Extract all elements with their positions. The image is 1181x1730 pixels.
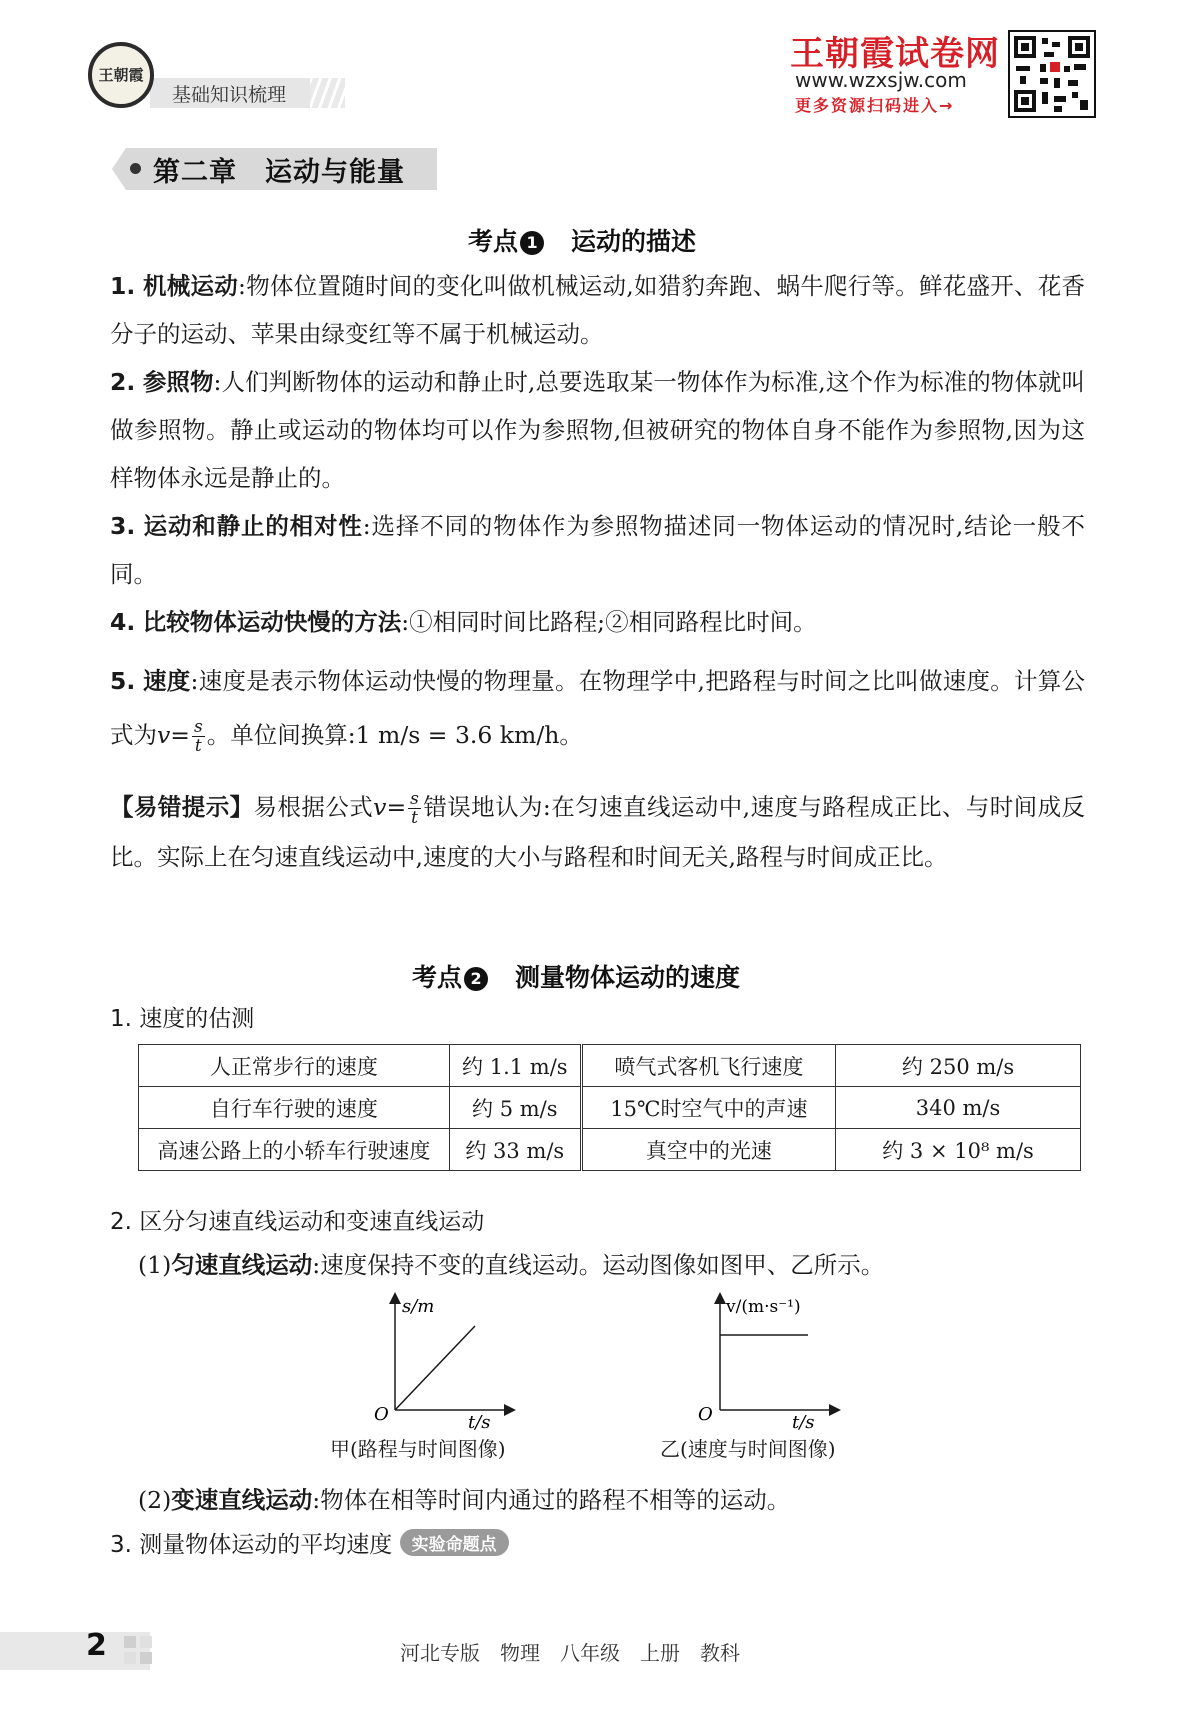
page-number: 2 bbox=[86, 1628, 107, 1663]
item-number: 3. bbox=[110, 512, 136, 540]
sub-text: :速度保持不变的直线运动。运动图像如图甲、乙所示。 bbox=[312, 1251, 885, 1279]
section-label: 基础知识梳理 bbox=[172, 84, 287, 106]
item-heading: 比较物体运动快慢的方法 bbox=[142, 608, 402, 636]
y-axis-label: s/m bbox=[402, 1296, 435, 1317]
error-tip bbox=[110, 782, 1085, 882]
tip-text: 易根据公式 bbox=[253, 793, 374, 821]
graph-velocity-time bbox=[690, 1290, 890, 1430]
item-heading: 3. 测量物体运动的平均速度 bbox=[110, 1532, 393, 1558]
variable-motion-line bbox=[138, 1481, 790, 1515]
topic-title: 运动的描述 bbox=[571, 227, 697, 256]
topic-number-badge: 1 bbox=[520, 231, 544, 255]
x-axis-label: t/s bbox=[792, 1412, 815, 1430]
table-cell: 人正常步行的速度 bbox=[139, 1045, 450, 1087]
item-text: :人们判断物体的运动和静止时,总要选取某一物体作为标准,这个作为标准的物体就叫做参照物。静止或运动的物体均可以作为参照物,但被研究的物体自身不能作为参照物,因为这样物体永远是静止的。 bbox=[110, 368, 1086, 492]
table-row bbox=[139, 1087, 1081, 1129]
formula-denominator: t bbox=[411, 808, 418, 828]
formula-variable: v bbox=[157, 721, 171, 749]
topic-number-badge: 2 bbox=[464, 967, 488, 991]
item-text: :物体位置随时间的变化叫做机械运动,如猎豹奔跑、蜗牛爬行等。鲜花盛开、花香分子的运动、苹果由绿变红等不属于机械运动。 bbox=[110, 272, 1085, 348]
item-text: :选择不同的物体作为参照物描述同一物体运动的情况时,结论一般不同。 bbox=[110, 512, 1086, 588]
table-row bbox=[139, 1045, 1081, 1087]
brand-title: 王朝霞试卷网 bbox=[790, 34, 1000, 74]
formula-numerator: s bbox=[410, 789, 419, 809]
topic-label: 考点 bbox=[412, 963, 463, 992]
qr-code-icon[interactable] bbox=[1008, 30, 1096, 118]
formula-equals: = bbox=[170, 721, 190, 749]
topic-1-item-5 bbox=[110, 654, 1085, 762]
topic-2-item-3 bbox=[110, 1526, 509, 1559]
item-heading: 机械运动 bbox=[143, 272, 239, 300]
topic-1-item-3 bbox=[110, 502, 1085, 598]
sub-heading: 变速直线运动 bbox=[171, 1486, 313, 1514]
graph-a-caption: 甲(路程与时间图像) bbox=[330, 1437, 506, 1461]
item-number: 2. bbox=[110, 368, 136, 396]
graph-b-caption: 乙(速度与时间图像) bbox=[660, 1437, 836, 1461]
item-number: 5. bbox=[110, 667, 136, 695]
table-cell: 340 m/s bbox=[836, 1087, 1081, 1129]
topic-1-item-1 bbox=[110, 262, 1085, 358]
item-number: 1. bbox=[110, 272, 136, 300]
table-cell: 自行车行驶的速度 bbox=[139, 1087, 450, 1129]
speed-estimate-table bbox=[138, 1044, 1081, 1171]
item-heading: 运动和静止的相对性 bbox=[143, 512, 363, 540]
sub-heading: 匀速直线运动 bbox=[171, 1251, 313, 1279]
item-heading: 参照物 bbox=[142, 368, 214, 396]
table-cell: 15℃时空气中的声速 bbox=[581, 1087, 835, 1129]
table-cell: 高速公路上的小轿车行驶速度 bbox=[139, 1129, 450, 1171]
logo bbox=[88, 42, 154, 108]
formula-variable: v bbox=[373, 793, 387, 821]
topic-label: 考点 bbox=[468, 227, 519, 256]
topic-1-heading bbox=[468, 222, 696, 258]
table-cell: 喷气式客机飞行速度 bbox=[581, 1045, 835, 1087]
footer-deco-icon bbox=[124, 1636, 152, 1664]
item-number: 4. bbox=[110, 608, 136, 636]
tip-text-cont: 错误地认为:在匀速直线运动中,速度与路程成正比、与时间成反比。实际上在匀速直线运动中,速度的大小与路程和时间无关,路程与时间成正比。 bbox=[110, 793, 1086, 871]
experiment-tag-badge: 实验命题点 bbox=[400, 1529, 509, 1556]
origin-label: O bbox=[374, 1404, 389, 1425]
logo-text: 王朝霞 bbox=[98, 66, 144, 84]
item-text: :①相同时间比路程;②相同路程比时间。 bbox=[401, 608, 817, 636]
formula-equals: = bbox=[386, 793, 407, 821]
y-axis-label: v/(m·s⁻¹) bbox=[726, 1297, 801, 1317]
uniform-motion-line bbox=[138, 1246, 884, 1280]
topic-1-item-4 bbox=[110, 598, 1085, 646]
brand-cta[interactable]: 更多资源扫码进入→ bbox=[795, 96, 955, 115]
table-cell: 约 5 m/s bbox=[449, 1087, 581, 1129]
graph-distance-time bbox=[360, 1290, 560, 1430]
sub-prefix: (1) bbox=[138, 1251, 172, 1279]
tip-heading: 【易错提示】 bbox=[110, 793, 254, 821]
table-cell: 约 33 m/s bbox=[449, 1129, 581, 1171]
item-heading: 速度 bbox=[143, 667, 191, 695]
table-cell: 约 1.1 m/s bbox=[449, 1045, 581, 1087]
speed-formula bbox=[408, 790, 421, 827]
topic-1-item-2 bbox=[110, 358, 1085, 502]
sub-text: :物体在相等时间内通过的路程不相等的运动。 bbox=[312, 1486, 791, 1514]
origin-label: O bbox=[698, 1404, 713, 1425]
topic-2-item-2: 2. 区分匀速直线运动和变速直线运动 bbox=[110, 1209, 485, 1235]
item-text-cont: 。单位间换算:1 m/s = 3.6 km/h。 bbox=[206, 721, 583, 749]
brand-url[interactable]: www.wzxsjw.com bbox=[795, 68, 967, 92]
chapter-bullet-icon bbox=[130, 163, 141, 174]
table-cell: 真空中的光速 bbox=[581, 1129, 835, 1171]
speed-formula bbox=[192, 718, 205, 755]
formula-denominator: t bbox=[194, 736, 202, 756]
formula-numerator: s bbox=[193, 717, 203, 737]
x-axis-label: t/s bbox=[468, 1412, 491, 1430]
topic-2-heading bbox=[412, 958, 740, 994]
chapter-title: 第二章 运动与能量 bbox=[153, 157, 405, 188]
table-cell: 约 3 × 10⁸ m/s bbox=[836, 1129, 1081, 1171]
qr-code-graphic bbox=[1010, 32, 1094, 116]
topic-title: 测量物体运动的速度 bbox=[515, 963, 741, 992]
footer-info: 河北专版 物理 八年级 上册 教科 bbox=[400, 1641, 740, 1665]
item-text: :速度是表示物体运动快慢的物理量。在物理学中,把路程与时间之比叫做速度。计算公式为 bbox=[110, 667, 1086, 749]
table-cell: 约 250 m/s bbox=[836, 1045, 1081, 1087]
sub-prefix: (2) bbox=[138, 1486, 172, 1514]
topic-2-item-1: 1. 速度的估测 bbox=[110, 1006, 255, 1032]
distance-line bbox=[395, 1326, 475, 1410]
table-row bbox=[139, 1129, 1081, 1171]
